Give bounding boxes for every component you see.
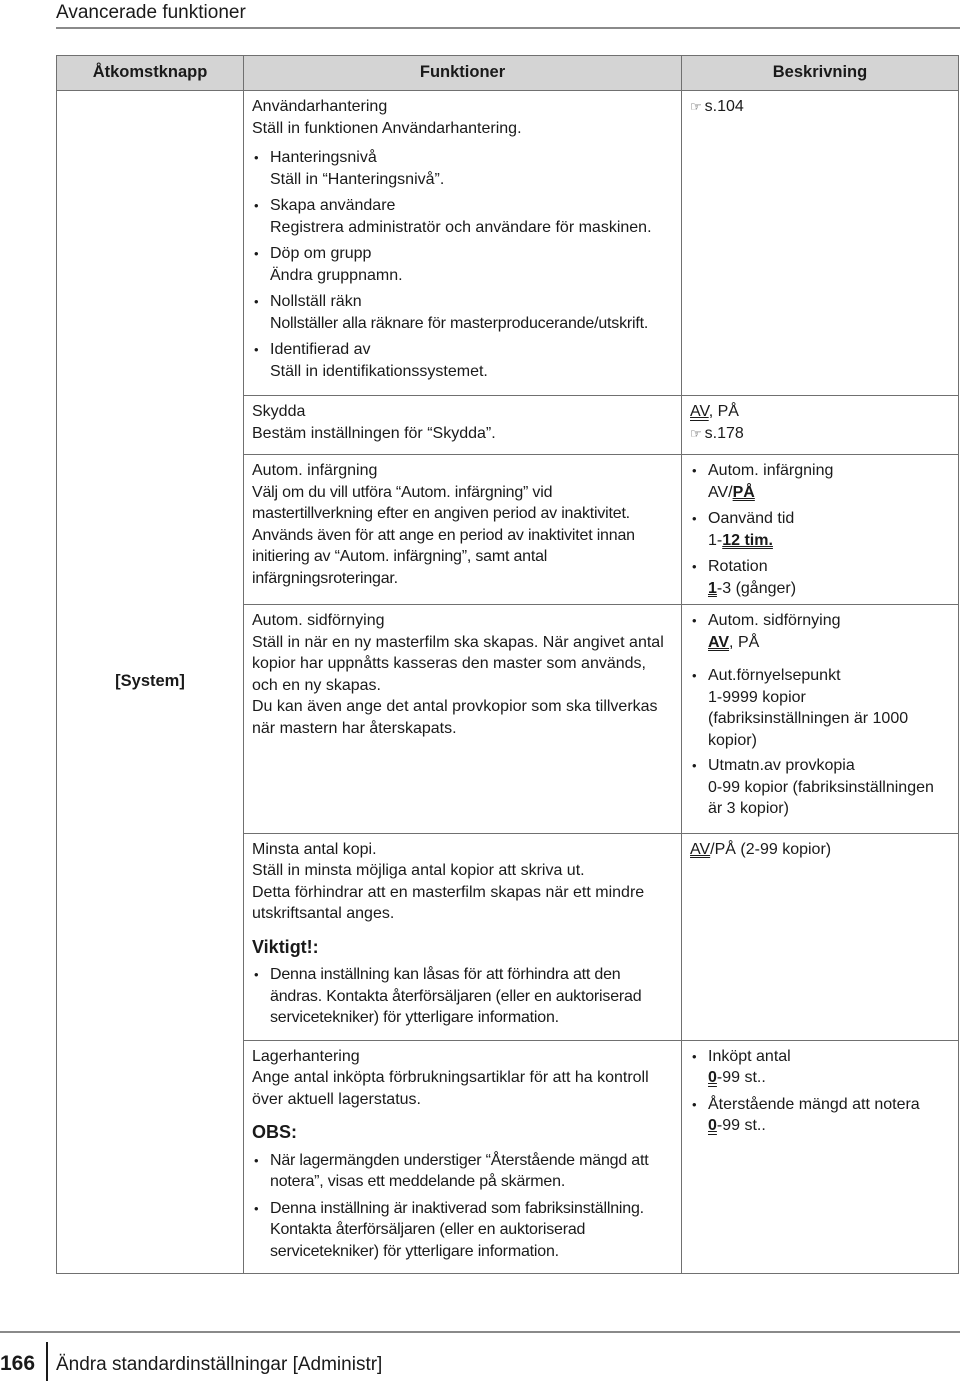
list-item: • När lagermängden understiger “Återstående mängd att notera”, visas ett meddelande på skärmen. <box>252 1150 673 1193</box>
function-cell <box>244 833 682 1040</box>
function-description: Ställ in funktionen Användarhantering. <box>252 119 522 137</box>
function-description: Ställ in minsta möjliga antal kopior att skriva ut. <box>252 862 585 879</box>
page-header-title: Avancerade funktioner <box>56 2 246 23</box>
function-title: Skydda <box>252 403 306 420</box>
table-row <box>57 91 959 396</box>
important-list <box>252 964 673 1029</box>
function-cell <box>244 396 682 455</box>
list-item: • Nollställ räkn Nollställer alla räknare för masterproducerande/utskrift. <box>252 291 673 334</box>
footer-separator-bar <box>46 1342 48 1381</box>
options-list <box>690 460 950 599</box>
list-item: • Utmatn.av provkopia 0-99 kopior (fabriksinställningen är 3 kopior) <box>690 755 950 820</box>
function-description-extra: Detta förhindrar att en masterfilm skapas när ett mindre utskriftsantal anges. <box>252 883 645 922</box>
access-key-cell: [System] <box>57 91 244 1274</box>
list-item: • Autom. sidförnying AV, PÅ <box>690 610 950 653</box>
functions-table <box>56 55 959 1274</box>
function-title: Autom. infärgning <box>252 462 378 479</box>
list-item: • Återstående mängd att notera 0-99 st.. <box>690 1094 950 1137</box>
function-title: Autom. sidförnying <box>252 612 385 629</box>
list-item: • Skapa användare Registrera administratör och användare för maskinen. <box>252 195 673 238</box>
options-list <box>690 1046 950 1137</box>
function-title: Användarhantering <box>252 98 388 115</box>
list-item: • Inköpt antal 0-99 st.. <box>690 1046 950 1089</box>
list-item: • Autom. infärgning AV/PÅ <box>690 460 950 503</box>
default-option: AV <box>690 840 711 858</box>
note-list <box>252 1150 673 1263</box>
description-cell: AV, PÅ ☞ s.178 <box>682 396 959 455</box>
options-list <box>690 610 950 820</box>
page-reference-icon: ☞ <box>690 99 702 114</box>
function-description-extra: Du kan även ange det antal provkopior som ska tillverkas när mastern har återskapats. <box>252 698 658 737</box>
description-cell <box>682 1040 959 1274</box>
function-cell <box>244 1040 682 1274</box>
list-item: • Hanteringsnivå Ställ in “Hanteringsnivå”. <box>252 147 673 190</box>
description-cell <box>682 455 959 605</box>
function-cell <box>244 605 682 834</box>
important-label: Viktigt!: <box>252 936 319 957</box>
function-description: Välj om du vill utföra “Autom. infärgning” vid mastertillverkning efter en angiven period av inaktivitet. Används även för att ange en period av inaktivitet innan initiering av “Autom. infärgning”, samt antal infärgningsroteringar. <box>252 483 635 587</box>
sub-function-list <box>252 147 673 382</box>
footer-title: Ändra standardinställningar [Administr] <box>56 1354 383 1375</box>
note-label: OBS: <box>252 1122 297 1142</box>
column-header-access-key: Åtkomstknapp <box>57 56 244 91</box>
list-item: • Oanvänd tid 1-12 tim. <box>690 508 950 551</box>
page-reference: s.104 <box>704 98 744 115</box>
column-header-description: Beskrivning <box>682 56 959 91</box>
list-item: • Döp om grupp Ändra gruppnamn. <box>252 243 673 286</box>
list-item: • Rotation 1-3 (gånger) <box>690 556 950 599</box>
table-header-row <box>57 56 959 91</box>
function-title: Minsta antal kopi. <box>252 840 377 858</box>
list-item: • Denna inställning kan låsas för att förhindra att den ändras. Kontakta återförsäljaren (eller en auktoriserad servicetekniker) för ytterligare information. <box>252 964 673 1029</box>
column-header-functions: Funktioner <box>244 56 682 91</box>
list-item: • Denna inställning är inaktiverad som fabriksinställning. Kontakta återförsäljaren (eller en auktoriserad servicetekniker) för ytterligare information. <box>252 1198 673 1263</box>
function-title: Lagerhantering <box>252 1047 360 1065</box>
function-cell <box>244 455 682 605</box>
footer-divider <box>0 1331 960 1333</box>
page-number: 166 <box>0 1352 36 1375</box>
function-description: Ange antal inköpta förbrukningsartiklar för att ha kontroll över aktuell lagerstatus. <box>252 1069 649 1108</box>
function-cell <box>244 91 682 396</box>
default-option: AV <box>690 403 709 420</box>
list-item: • Aut.förnyelsepunkt 1-9999 kopior (fabriksinställningen är 1000 kopior) <box>690 665 950 751</box>
page-reference: s.178 <box>704 424 744 442</box>
function-description: Ställ in när en ny masterfilm ska skapas. När angivet antal kopior har uppnåtts kasseras den master som används, och en ny skapas. <box>252 633 664 694</box>
list-item: • Identifierad av Ställ in identifikationssystemet. <box>252 339 673 382</box>
description-cell: AV/PÅ (2-99 kopior) <box>682 833 959 1040</box>
function-description: Bestäm inställningen för “Skydda”. <box>252 424 496 442</box>
description-cell <box>682 605 959 834</box>
description-cell <box>682 91 959 396</box>
page-reference-icon: ☞ <box>690 425 702 441</box>
header-divider <box>56 27 960 29</box>
